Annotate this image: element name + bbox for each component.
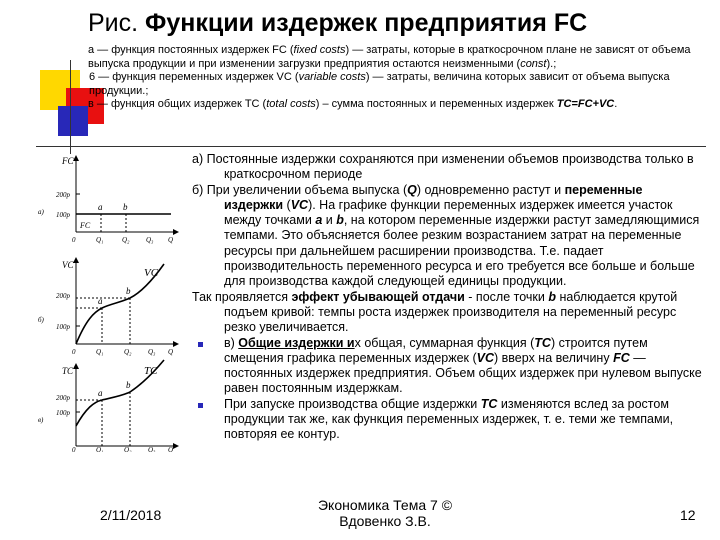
vc-tick-200: 200р [56,292,70,300]
svg-text:Q₂: Q₂ [124,348,132,356]
decor-horizontal-line [36,146,706,147]
graph-fc [38,156,176,244]
svg-text:Q₂: Q₂ [124,446,132,452]
vc-tick-100: 100р [56,323,70,331]
graph-tc [38,360,176,452]
svg-text:Q: Q [168,348,174,356]
footer-date: 2/11/2018 [100,507,162,523]
body-paragraph-b: б) При увеличении объема выпуска (Q) одновременно растут и переменные издержки (VC). На графике функции переменных издержек имеется участок между точками a и b, на котором переменные издержки растут замедляющимися темпами. Это объясняется более резким возрастанием затрат на переменные ресурсы при дальнейшем расширении производства. Т.е. падает производительность переменного ресурса и его требуется все больше и больше для производства каждой следующей единицы продукции. [192,182,700,289]
title-bold: Функции издержек предприятия FC [145,9,588,37]
fc-tick-200: 200р [56,191,70,199]
bullet-icon [198,403,203,408]
cost-graphs [36,152,186,452]
svg-text:0: 0 [72,236,76,244]
tc-point-b: b [126,380,131,390]
vc-point-a: a [98,296,103,306]
vc-point-b: b [126,286,131,296]
footer-page-number: 12 [680,507,696,523]
bullet-icon [198,342,203,347]
fc-point-a: a [98,202,103,212]
svg-text:Q₁: Q₁ [96,348,104,356]
svg-text:0: 0 [72,348,76,356]
body-bullet-total-costs: в) Общие издержки их общая, суммарная функция (ТС) строится путем смещения графика переменных издержек (VC) вверх на величину FC — постоянных издержек предприятия. Объем общих издержек при нулевом выпуске равен постоянным издержкам. [192,336,704,397]
tc-axis-label: TC [62,366,74,376]
fc-point-b: b [123,202,128,212]
svg-text:Q₁: Q₁ [96,236,104,244]
slide-body [192,152,704,443]
svg-text:Q: Q [168,446,174,452]
graph-b-letter: б) [38,316,44,324]
graph-c-letter: в) [38,416,44,424]
tc-tick-200: 200р [56,394,70,402]
definition-a: а — функция постоянных издержек FC (fixed costs) — затраты, которые в краткосрочном плане не зависят от объема выпуска продукции и при изменении загрузки предприятия остаются неизменными (const).; [88,44,691,70]
definition-b: 6 — функция переменных издержек VC (variable costs) — затраты, величина которых зависит от объема выпуска продукции.; [89,71,670,97]
slide-title [88,8,587,38]
svg-text:Q₃: Q₃ [148,348,156,356]
svg-text:Q₃: Q₃ [146,236,154,244]
fc-curve-label: FC [80,221,91,230]
body-bullet-launch: При запуске производства общие издержки ТС изменяются вслед за ростом продукции так же, как функция переменных издержек, т. е. теми же темпами, повторяя ее контур. [192,397,704,443]
svg-text:Q: Q [168,236,174,244]
footer-author: Экономика Тема 7 © Вдовенко З.В. [317,497,453,529]
svg-text:Q₁: Q₁ [96,446,104,452]
cost-functions-figure [36,152,186,457]
definition-c: в — функция общих издержек ТС (total costs) – сумма постоянных и переменных издержек TC=FC+VC. [88,98,618,111]
vc-axis-label: VC [62,260,74,270]
svg-text:Q₃: Q₃ [148,446,156,452]
svg-text:0: 0 [72,446,76,452]
fc-axis-label: FC [62,156,74,166]
svg-text:Q₂: Q₂ [122,236,130,244]
title-prefix: Рис. [88,9,146,37]
tc-point-a: a [98,388,103,398]
body-paragraph-effect: Так проявляется эффект убывающей отдачи - после точки b наблюдается крутой подъем кривой: темпы роста издержек производителя на переменный ресурс резко увеличивается. [192,289,678,335]
vc-curve-label: VC [144,267,159,279]
tc-tick-100: 100р [56,409,70,417]
body-paragraph-a: а) Постоянные издержки сохраняются при изменении объемов производства только в краткосрочном периоде [192,152,694,182]
graph-a-letter: а) [38,208,44,216]
decor-blue-square [58,106,88,136]
fc-tick-100: 100р [56,211,70,219]
tc-curve-label: TC [144,365,158,377]
decor-vertical-line [70,60,71,154]
graph-vc [38,260,176,356]
definitions [88,44,700,112]
